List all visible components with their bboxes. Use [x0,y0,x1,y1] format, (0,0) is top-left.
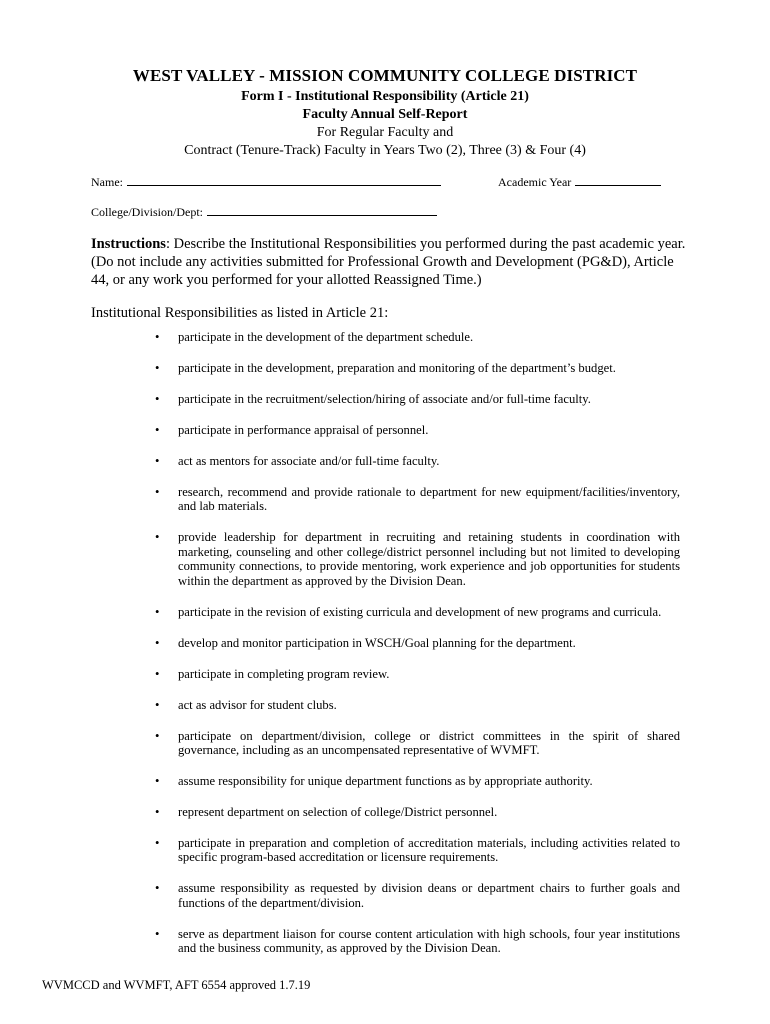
list-item: • participate in completing program review. [155,666,390,681]
bullet-icon: • [155,485,160,499]
name-label: Name: [91,175,123,189]
bullet-icon: • [155,392,160,406]
college-field [91,205,437,220]
bullet-icon: • [155,361,160,375]
report-title: Faculty Annual Self-Report [302,107,468,122]
name-input-line[interactable] [127,175,441,186]
bullet-icon: • [155,666,160,681]
list-item: • develop and monitor participation in WSCH/Goal planning for the department. [155,635,576,650]
document-title: WEST VALLEY - MISSION COMMUNITY COLLEGE DISTRICT [132,66,638,85]
footer-approval: WVMCCD and WVMFT, AFT 6554 approved 1.7.19 [42,978,311,992]
list-item: • participate in the development of the department schedule. [155,330,474,344]
academic-year-field [498,175,661,190]
list-item: • participate in the recruitment/selection/hiring of associate and/or full-time faculty. [155,392,591,406]
bullet-icon: • [155,881,160,896]
bullet-icon: • [155,774,160,789]
bullet-icon: • [155,530,160,545]
bullet-icon: • [155,330,160,344]
responsibilities-list [150,330,680,956]
bullet-icon: • [155,423,160,437]
bullet-icon: • [155,604,160,619]
list-item: • participate in the revision of existing curricula and development of new programs and curricula. [155,604,662,619]
list-item: • serve as department liaison for course content articulation with high schools, four year institutions and the business community, as approved by the Division Dean. [155,926,680,956]
name-field [91,175,441,190]
list-item: • represent department on selection of college/District personnel. [155,805,498,820]
list-item: • participate in preparation and completion of accreditation materials, including activities related to specific program-based accreditation or licensure requirements. [155,836,680,865]
bullet-icon: • [155,454,160,468]
bullet-icon: • [155,926,160,941]
list-item: • act as mentors for associate and/or full-time faculty. [155,454,440,468]
form-title: Form I - Institutional Responsibility (Article 21) [241,89,529,104]
bullet-icon: • [155,635,160,650]
instructions-label: Instructions [91,236,166,252]
for-line: For Regular Faculty and [316,125,454,140]
list-item: • research, recommend and provide rationale to department for new equipment/facilities/inventory, and lab materials. [155,485,680,514]
list-item: • participate in the development, preparation and monitoring of the department’s budget. [155,361,616,375]
bullet-icon: • [155,836,160,851]
bullet-icon: • [155,697,160,712]
list-item: • participate on department/division, college or district committees in the spirit of shared governance, including as an uncompensated representative of WVMFT. [155,728,680,758]
college-input-line[interactable] [207,205,437,216]
academic-year-input-line[interactable] [575,175,661,186]
contract-line: Contract (Tenure-Track) Faculty in Years Two (2), Three (3) & Four (4) [184,143,586,158]
list-heading: Institutional Responsibilities as listed in Article 21: [91,305,389,321]
list-item: • assume responsibility for unique department functions as by appropriate authority. [155,774,593,789]
bullet-icon: • [155,805,160,820]
college-label: College/Division/Dept: [91,205,203,219]
list-item: • participate in performance appraisal of personnel. [155,423,429,437]
list-item: • provide leadership for department in recruiting and retaining students in coordination with marketing, counseling and other college/district personnel including but not limited to developing community connections, to provide mentoring, work experience and job opportunities for students within the department as approved by the Division Dean. [155,530,680,588]
list-item: • assume responsibility as requested by division deans or department chairs to further goals and functions of the department/division. [155,881,680,910]
instructions-text: : Describe the Institutional Responsibilities you performed during the past academic year. (Do not include any activities submitted for Professional Growth and Development (PG&D), Article 44, or any work you performed for your allotted Reassigned Time.) [91,236,686,288]
academic-year-label: Academic Year [498,175,572,189]
list-item: • act as advisor for student clubs. [155,697,337,712]
bullet-icon: • [155,728,160,743]
instructions [91,235,691,289]
